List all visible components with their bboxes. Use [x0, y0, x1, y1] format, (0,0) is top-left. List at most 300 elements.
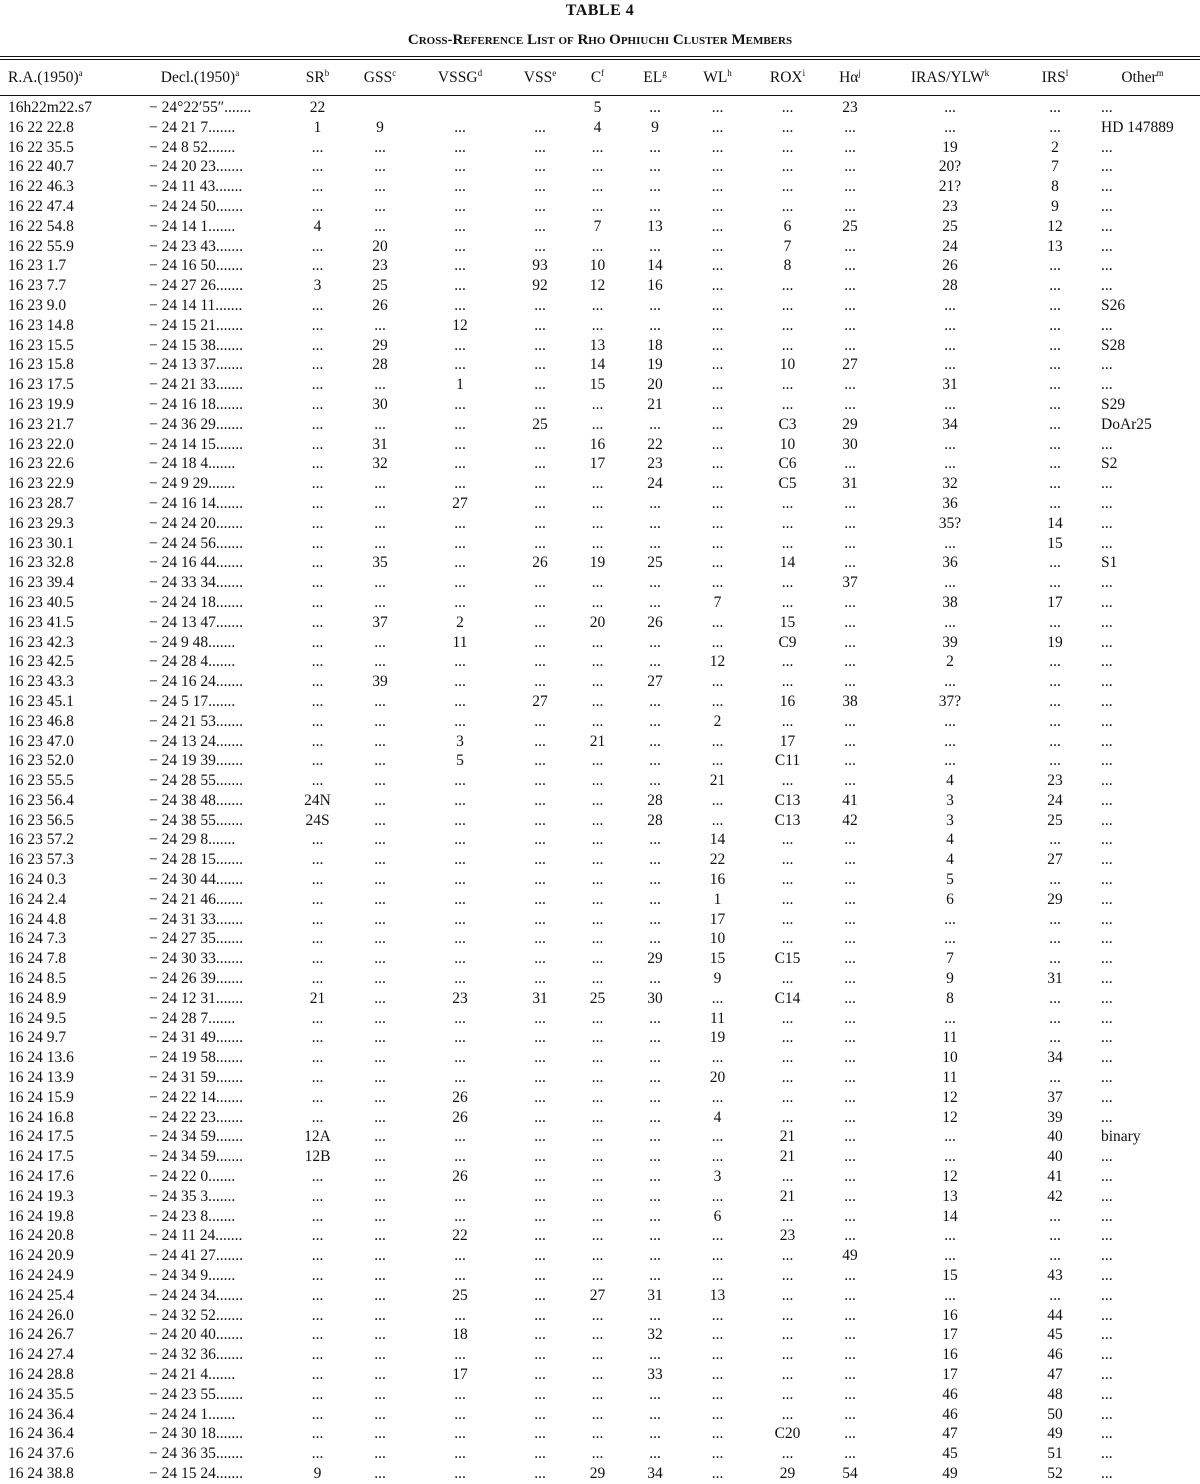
table-cell: ...: [649, 1346, 661, 1364]
table-cell: ...: [534, 1247, 546, 1265]
table-cell: ...: [844, 1326, 856, 1344]
table-cell: 13: [647, 217, 663, 235]
table-cell: ...: [844, 613, 856, 631]
table-cell: ...: [711, 692, 724, 710]
table-cell: 30: [372, 395, 388, 413]
table-cell: − 24 41 27.......: [149, 1247, 243, 1265]
table-cell: ...: [944, 712, 956, 730]
table-cell: − 24 29 8.......: [149, 831, 236, 849]
table-cell: ...: [311, 1306, 324, 1324]
table-cell: − 24 11 24.......: [149, 1227, 243, 1245]
table-cell: binary: [1101, 1128, 1141, 1146]
table-row: [0, 1048, 1200, 1068]
table-cell: ...: [711, 732, 724, 750]
table-cell: 27: [452, 494, 468, 512]
table-cell: ...: [944, 1227, 956, 1245]
table-cell: 46: [1047, 1346, 1063, 1364]
table-cell: ...: [781, 574, 794, 592]
table-cell: ...: [591, 1326, 604, 1344]
table-cell: 1: [313, 118, 322, 136]
table-cell: ...: [374, 1088, 386, 1106]
table-cell: ...: [534, 534, 546, 552]
table-cell: ...: [711, 99, 724, 116]
table-cell: − 24 26 39.......: [149, 970, 243, 988]
column-header: [1085, 62, 1200, 94]
table-cell: ...: [534, 1267, 546, 1285]
table-cell: ...: [1101, 910, 1113, 928]
table-cell: 26: [452, 1168, 468, 1186]
table-cell: ...: [781, 1088, 794, 1106]
table-cell: ...: [534, 336, 546, 354]
table-cell: ...: [711, 811, 724, 829]
table-cell: ...: [711, 534, 724, 552]
table-cell: 12A: [304, 1128, 331, 1146]
table-cell: ...: [591, 494, 604, 512]
table-cell: ...: [1101, 692, 1113, 710]
table-cell: ...: [374, 1108, 386, 1126]
table-cell: ...: [844, 752, 856, 770]
table-cell: ...: [844, 1286, 856, 1304]
table-cell: ...: [311, 1029, 324, 1047]
table-cell: ...: [781, 910, 794, 928]
column-header-label: C: [590, 69, 602, 86]
table-cell: ...: [649, 237, 661, 255]
table-cell: 16 24 26.0: [8, 1306, 74, 1324]
table-row: [0, 534, 1200, 554]
table-cell: ...: [591, 534, 604, 552]
table-cell: ...: [844, 950, 856, 968]
table-cell: ...: [311, 178, 324, 196]
table-cell: 28: [647, 791, 663, 809]
table-row: [0, 1088, 1200, 1108]
table-cell: ...: [534, 435, 546, 453]
table-cell: 24S: [305, 811, 330, 829]
table-cell: ...: [534, 1128, 546, 1146]
table-row: [0, 395, 1200, 415]
table-cell: ...: [711, 633, 724, 651]
table-cell: 23: [452, 989, 468, 1007]
table-cell: ...: [711, 217, 724, 235]
column-header: [625, 62, 685, 94]
table-cell: ...: [844, 1306, 856, 1324]
table-cell: 14: [779, 554, 796, 572]
table-cell: ...: [534, 395, 546, 413]
table-cell: ...: [591, 633, 604, 651]
table-cell: ...: [1101, 1187, 1113, 1205]
table-cell: − 24 15 38.......: [149, 336, 243, 354]
table-cell: ...: [1101, 435, 1113, 453]
table-row: [0, 375, 1200, 395]
table-cell: ...: [1101, 1168, 1113, 1186]
table-cell: 6: [783, 217, 792, 235]
table-cell: − 24 31 33.......: [149, 910, 243, 928]
table-cell: ...: [781, 395, 794, 413]
table-cell: ...: [711, 1187, 724, 1205]
column-header: [825, 62, 875, 94]
footnote-marker: a: [78, 67, 83, 78]
table-cell: 27: [842, 356, 858, 374]
table-cell: 16 22 46.3: [8, 178, 74, 196]
table-cell: S2: [1101, 455, 1118, 473]
table-cell: ...: [534, 1148, 546, 1166]
table-cell: ...: [844, 712, 856, 730]
table-cell: 46: [942, 1405, 958, 1423]
table-cell: ...: [591, 1069, 604, 1087]
table-cell: ...: [454, 514, 466, 532]
table-cell: 10: [942, 1049, 958, 1067]
table-cell: 32: [372, 455, 388, 473]
table-row: [0, 237, 1200, 257]
table-cell: − 24 33 34.......: [149, 574, 243, 592]
table-cell: ...: [649, 158, 661, 176]
top-rule: [0, 56, 1200, 57]
table-cell: 16 23 41.5: [8, 613, 74, 631]
table-cell: 10: [709, 930, 726, 948]
table-cell: 54: [842, 1464, 858, 1482]
table-cell: 37: [1047, 1088, 1063, 1106]
table-cell: − 24 13 47.......: [149, 613, 243, 631]
column-header-label: IRAS/YLW: [910, 69, 985, 86]
table-cell: ...: [591, 178, 604, 196]
table-cell: ...: [591, 197, 604, 215]
table-cell: 42: [842, 811, 858, 829]
table-cell: 16 23 32.8: [8, 554, 74, 572]
table-cell: 29: [647, 950, 663, 968]
table-cell: 12: [942, 1168, 958, 1186]
table-cell: ...: [649, 1148, 661, 1166]
footnote-marker: h: [727, 67, 732, 78]
table-cell: ...: [844, 1108, 856, 1126]
table-cell: − 24 38 48.......: [149, 791, 243, 809]
table-cell: 16 24 20.9: [8, 1247, 74, 1265]
table-cell: 7: [783, 237, 792, 255]
table-cell: ...: [374, 1366, 386, 1383]
table-cell: 22: [452, 1227, 468, 1245]
table-cell: 32: [647, 1326, 663, 1344]
table-cell: ...: [1101, 1464, 1113, 1482]
table-cell: ...: [1049, 415, 1061, 433]
table-cell: ...: [454, 831, 466, 849]
table-row: [0, 217, 1200, 237]
table-cell: 31: [372, 435, 388, 453]
table-cell: 18: [452, 1326, 468, 1344]
table-row: [0, 553, 1200, 573]
table-cell: ...: [1101, 1425, 1113, 1443]
table-cell: ...: [534, 633, 546, 651]
table-cell: 6: [713, 1207, 722, 1225]
table-row: [0, 1266, 1200, 1286]
table-cell: ...: [1049, 277, 1061, 295]
table-cell: 16 24 13.9: [8, 1069, 74, 1087]
table-cell: ...: [711, 494, 724, 512]
table-cell: 16 23 22.0: [8, 435, 74, 453]
table-cell: 48: [1047, 1385, 1063, 1403]
table-cell: ...: [534, 1029, 546, 1047]
table-cell: ...: [534, 1049, 546, 1067]
table-cell: ...: [591, 296, 604, 314]
table-cell: ...: [591, 791, 604, 809]
table-cell: ...: [711, 455, 724, 473]
table-cell: 16 24 19.8: [8, 1207, 74, 1225]
table-cell: − 24 16 14.......: [149, 494, 243, 512]
table-cell: 12: [942, 1088, 958, 1106]
table-cell: 16 23 46.8: [8, 712, 74, 730]
table-cell: ...: [1101, 1326, 1113, 1344]
table-cell: ...: [944, 455, 956, 473]
column-header: [410, 62, 510, 94]
table-cell: ...: [844, 1049, 856, 1067]
table-cell: ...: [844, 1346, 856, 1364]
table-cell: 16 24 8.5: [8, 970, 67, 988]
table-cell: 16 23 42.5: [8, 653, 74, 671]
column-header-label: SR: [305, 69, 325, 86]
column-header: [0, 62, 115, 94]
table-cell: ...: [534, 296, 546, 314]
table-cell: ...: [711, 1346, 724, 1364]
table-cell: ...: [311, 593, 324, 611]
table-cell: − 24 13 24.......: [149, 732, 243, 750]
table-cell: ...: [311, 1405, 324, 1423]
table-cell: ...: [844, 257, 856, 275]
table-row: [0, 890, 1200, 910]
table-cell: DoAr25: [1101, 415, 1152, 433]
table-cell: 93: [532, 257, 548, 275]
table-cell: ...: [534, 930, 546, 948]
table-cell: ...: [711, 554, 724, 572]
table-cell: ...: [844, 494, 856, 512]
table-cell: ...: [649, 296, 661, 314]
table-cell: 31: [942, 376, 958, 394]
table-cell: ...: [534, 1088, 546, 1106]
table-cell: ...: [1101, 653, 1113, 671]
table-cell: ...: [844, 197, 856, 215]
table-cell: ...: [649, 752, 661, 770]
table-cell: ...: [711, 613, 724, 631]
table-cell: ...: [1101, 1029, 1113, 1047]
table-cell: ...: [591, 1346, 604, 1364]
column-header-label: VSSG: [437, 69, 478, 86]
table-cell: 23: [779, 1227, 796, 1245]
table-cell: ...: [454, 950, 466, 968]
table-cell: 24: [647, 475, 663, 493]
table-cell: ...: [591, 1128, 604, 1146]
table-cell: 36: [942, 554, 958, 572]
table-cell: ...: [844, 534, 856, 552]
table-cell: 14: [1047, 514, 1063, 532]
table-cell: ...: [534, 514, 546, 532]
table-cell: ...: [944, 296, 956, 314]
footnote-marker: m: [1156, 67, 1164, 78]
table-cell: ...: [1049, 871, 1061, 889]
table-row: [0, 1187, 1200, 1207]
table-cell: 29: [589, 1464, 606, 1482]
table-cell: ...: [844, 593, 856, 611]
table-row: [0, 910, 1200, 930]
table-cell: ...: [311, 1227, 324, 1245]
top-rule-double: [0, 59, 1200, 60]
table-cell: 7: [593, 217, 602, 235]
table-cell: 7: [1051, 158, 1059, 176]
table-cell: 29: [372, 336, 388, 354]
table-body: [0, 94, 1200, 1484]
table-cell: ...: [311, 950, 324, 968]
table-cell: ...: [649, 514, 661, 532]
table-cell: ...: [711, 1366, 724, 1383]
table-cell: ...: [311, 1366, 324, 1383]
table-cell: ...: [649, 1227, 661, 1245]
table-row: [0, 435, 1200, 455]
table-cell: 16 24 15.9: [8, 1088, 74, 1106]
table-cell: ...: [781, 1168, 794, 1186]
table-cell: ...: [1101, 1385, 1113, 1403]
table-cell: 8: [783, 257, 792, 275]
column-header: [570, 62, 625, 94]
table-cell: − 24 24 34.......: [149, 1286, 243, 1304]
table-cell: ...: [944, 534, 956, 552]
table-cell: 47: [1047, 1366, 1063, 1383]
table-cell: 15: [589, 376, 606, 394]
column-header-label: WL: [703, 69, 728, 86]
table-cell: ...: [1049, 395, 1061, 413]
table-cell: 16 24 28.8: [8, 1366, 74, 1383]
table-cell: 19: [709, 1029, 726, 1047]
table-cell: ...: [591, 752, 604, 770]
table-cell: ...: [454, 910, 466, 928]
table-cell: 16 23 15.8: [8, 356, 74, 374]
table-cell: 7: [713, 593, 722, 611]
table-cell: ...: [1101, 1088, 1113, 1106]
table-cell: 16 23 22.6: [8, 455, 74, 473]
table-cell: ...: [711, 514, 724, 532]
table-cell: ...: [374, 811, 386, 829]
table-cell: 13: [589, 336, 606, 354]
table-cell: ...: [711, 336, 724, 354]
table-cell: ...: [534, 890, 546, 908]
table-cell: ...: [374, 178, 386, 196]
table-cell: 15: [709, 950, 726, 968]
footnote-marker: i: [802, 67, 806, 78]
table-cell: ...: [1049, 752, 1061, 770]
table-cell: − 24 24 50.......: [149, 197, 243, 215]
table-cell: ...: [1101, 99, 1113, 116]
table-cell: ...: [534, 851, 546, 869]
table-cell: ...: [311, 197, 324, 215]
table-cell: 16 23 56.5: [8, 811, 74, 829]
table-cell: ...: [311, 494, 324, 512]
table-cell: ...: [591, 1267, 604, 1285]
table-cell: 2: [946, 653, 954, 671]
table-cell: − 24 21 33.......: [149, 376, 243, 394]
table-cell: 20: [589, 613, 606, 631]
table-cell: ...: [534, 712, 546, 730]
table-cell: ...: [649, 178, 661, 196]
footnote-marker: k: [984, 67, 990, 78]
table-cell: 18: [647, 336, 663, 354]
footnote-marker: d: [477, 67, 483, 78]
table-cell: 49: [942, 1464, 958, 1482]
table-cell: − 24 18 4.......: [149, 455, 236, 473]
table-cell: ...: [591, 1088, 604, 1106]
table-cell: 33: [647, 1366, 663, 1383]
table-row: [0, 652, 1200, 672]
table-cell: ...: [534, 356, 546, 374]
table-cell: ...: [1049, 673, 1061, 691]
table-cell: 12: [709, 653, 726, 671]
table-cell: ...: [944, 356, 956, 374]
table-cell: 17: [942, 1326, 958, 1344]
table-cell: ...: [454, 772, 466, 790]
table-cell: 20?: [938, 158, 962, 176]
table-cell: 16 24 35.5: [8, 1385, 74, 1403]
table-cell: ...: [454, 395, 466, 413]
table-cell: − 24 21 4.......: [149, 1366, 236, 1383]
table-cell: 13: [709, 1286, 726, 1304]
table-cell: ...: [781, 1049, 794, 1067]
table-cell: ...: [534, 1385, 546, 1403]
table-cell: ...: [591, 395, 604, 413]
table-cell: ...: [649, 1187, 661, 1205]
table-cell: ...: [534, 1405, 546, 1423]
table-cell: 16 24 20.8: [8, 1227, 74, 1245]
table-cell: − 24 30 44.......: [149, 871, 243, 889]
table-cell: ...: [781, 158, 794, 176]
table-cell: 11: [942, 1029, 958, 1047]
table-cell: ...: [311, 1385, 324, 1403]
table-cell: ...: [591, 673, 604, 691]
column-header-label: ROX: [769, 69, 803, 86]
table-cell: − 24 28 7.......: [149, 1009, 236, 1027]
table-cell: 12: [589, 277, 606, 295]
table-cell: ...: [781, 1247, 794, 1265]
table-cell: ...: [1049, 950, 1061, 968]
table-row: [0, 276, 1200, 296]
table-cell: ...: [374, 1168, 386, 1186]
table-cell: ...: [1101, 1009, 1113, 1027]
table-cell: 17: [1047, 593, 1063, 611]
table-cell: 16 23 19.9: [8, 395, 74, 413]
table-cell: ...: [1101, 237, 1113, 255]
table-cell: ...: [1049, 435, 1061, 453]
table-row: [0, 712, 1200, 732]
table-cell: ...: [534, 494, 546, 512]
table-cell: 14: [942, 1207, 958, 1225]
table-cell: ...: [311, 1267, 324, 1285]
column-header: [510, 62, 570, 94]
table-cell: 16 23 56.4: [8, 791, 74, 809]
table-cell: 16 24 36.4: [8, 1405, 74, 1423]
table-cell: ...: [311, 1425, 324, 1443]
table-cell: ...: [649, 871, 661, 889]
table-cell: ...: [944, 752, 956, 770]
table-cell: ...: [311, 455, 324, 473]
cross-reference-table: [0, 62, 1200, 1484]
table-cell: ...: [454, 890, 466, 908]
table-cell: 24N: [304, 791, 331, 809]
table-cell: ...: [781, 712, 794, 730]
table-cell: 16 23 1.7: [8, 257, 67, 275]
table-cell: ...: [649, 692, 661, 710]
table-cell: ...: [1049, 455, 1061, 473]
table-cell: 9: [946, 970, 954, 988]
table-row: [0, 613, 1200, 633]
column-header-label: Decl.(1950): [160, 69, 236, 86]
table-row: [0, 692, 1200, 712]
table-cell: ...: [1049, 613, 1061, 631]
table-cell: ...: [311, 1187, 324, 1205]
table-cell: 25: [589, 989, 606, 1007]
table-cell: ...: [591, 970, 604, 988]
table-cell: ...: [844, 277, 856, 295]
